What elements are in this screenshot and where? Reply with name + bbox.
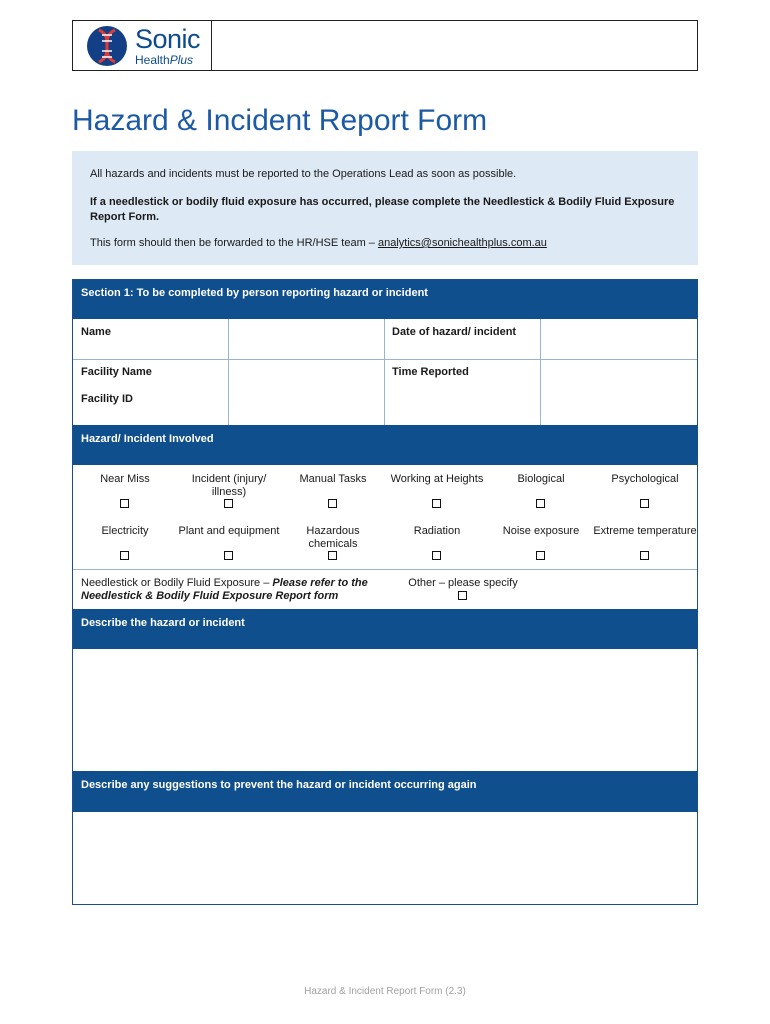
facility-field[interactable] [229,360,384,425]
logo [73,21,212,70]
logo-subtitle: HealthPlus [135,53,194,67]
option-psychological: Psychological [611,473,679,485]
suggestions-textarea[interactable] [73,812,697,904]
notice-line-1: All hazards and incidents must be reported to the Operations Lead as soon as possible. [90,168,517,180]
checkbox-electricity[interactable] [120,551,129,560]
logo-brand: Sonic [135,24,201,54]
sonic-logo-icon [85,25,129,67]
notice-line-3: This form should then be forwarded to the HR/HSE team – analytics@sonichealthplus.com.au [90,237,547,249]
report-form [72,279,698,905]
describe-textarea[interactable] [73,649,697,771]
time-label: Time Reported [392,366,469,378]
checkbox-extreme-temperature[interactable] [640,551,649,560]
needlestick-note: Needlestick or Bodily Fluid Exposure – Please refer to the Needlestick & Bodily Fluid Exposure Report form [81,577,368,602]
checkbox-noise-exposure[interactable] [536,551,545,560]
checkbox-manual-tasks[interactable] [328,499,337,508]
notice-line-2: If a needlestick or bodily fluid exposure has occurred, please complete the Needlestick & Bodily Fluid Exposure Report Form. [90,196,675,223]
option-incident: Incident (injury/ illness) [191,473,267,498]
header-box [72,20,698,71]
option-other: Other – please specify [408,577,518,589]
name-field[interactable] [229,319,384,359]
section1-header: Section 1: To be completed by person reporting hazard or incident [73,280,697,319]
checkbox-psychological[interactable] [640,499,649,508]
option-hazardous-chemicals: Hazardous chemicals [306,525,360,550]
option-radiation: Radiation [413,525,461,537]
option-working-heights: Working at Heights [390,473,484,485]
name-label: Name [81,326,111,338]
option-manual-tasks: Manual Tasks [299,473,367,485]
checkbox-incident[interactable] [224,499,233,508]
option-near-miss: Near Miss [100,473,150,485]
option-plant-equipment: Plant and equipment [178,525,280,537]
checkbox-working-heights[interactable] [432,499,441,508]
date-field[interactable] [541,319,697,359]
checkbox-near-miss[interactable] [120,499,129,508]
option-biological: Biological [517,473,565,485]
checkbox-other[interactable] [458,591,467,600]
option-extreme-temperature: Extreme temperature [593,525,697,537]
time-field[interactable] [541,360,697,425]
notice-box [72,151,698,265]
email-link[interactable]: analytics@sonichealthplus.com.au [377,237,547,249]
option-noise-exposure: Noise exposure [502,525,580,537]
checkbox-biological[interactable] [536,499,545,508]
checkbox-plant-equipment[interactable] [224,551,233,560]
facility-name-label: Facility Name [81,366,152,378]
page-footer: Hazard & Incident Report Form (2.3) [304,986,466,997]
page-title: Hazard & Incident Report Form [72,104,488,137]
option-electricity: Electricity [101,525,149,537]
facility-id-label: Facility ID [81,393,133,405]
describe-header: Describe the hazard or incident [73,609,697,649]
suggestions-header: Describe any suggestions to prevent the hazard or incident occurring again [73,771,697,812]
involved-header: Hazard/ Incident Involved [73,425,697,465]
checkbox-hazardous-chemicals[interactable] [328,551,337,560]
date-label: Date of hazard/ incident [392,326,517,338]
checkbox-radiation[interactable] [432,551,441,560]
